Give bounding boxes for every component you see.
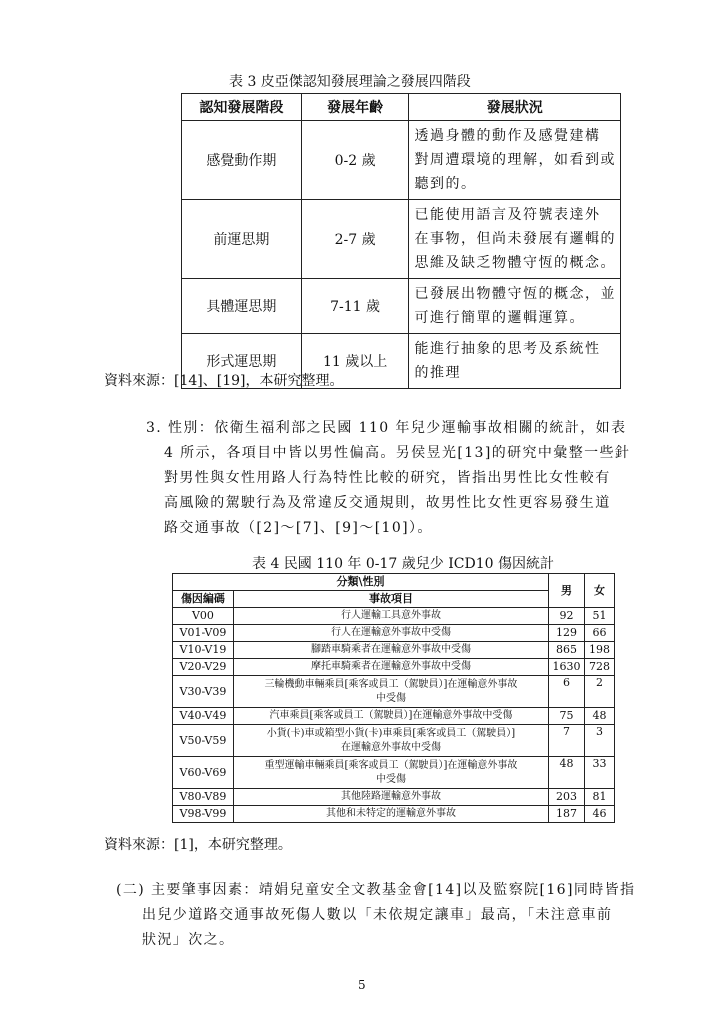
item-line: 在運輸意外事故中受傷: [340, 741, 441, 753]
stage-cell: 形式運思期: [182, 334, 302, 389]
stage-cell: 具體運思期: [182, 279, 302, 334]
female-cell: 81: [585, 789, 615, 806]
table4-header-row: [173, 591, 615, 608]
paragraph-line: 4 所示，各項目中皆以男性偏高。另侯昱光[13]的研究中彙整一些針: [164, 445, 631, 461]
item-cell: 行人運輸工具意外事故: [233, 608, 548, 625]
item-cell: 其他陸路運輸意外事故: [233, 789, 548, 806]
status-line: 已發展出物體守恆的概念，並: [414, 286, 616, 302]
table4-group-header-row: [173, 574, 615, 591]
paragraph-line: 狀況」次之。: [142, 932, 235, 948]
item-line: 小貨(卡)車或箱型小貨(卡)車乘員[乘客或員工（駕駛員）]: [266, 727, 516, 739]
table3: [181, 93, 621, 389]
stage-cell: 感覺動作期: [182, 121, 302, 200]
code-cell: V10-V19: [173, 642, 234, 659]
item-cell: 腳踏車騎乘者在運輸意外事故中受傷: [233, 642, 548, 659]
main-factors-paragraph: [116, 878, 636, 953]
item-line: 三輪機動車輛乘員[乘客或員工（駕駛員）]在運輸意外事故: [264, 678, 518, 690]
female-cell: 2: [585, 676, 615, 708]
status-line: 思維及缺乏物體守恆的概念。: [414, 255, 616, 271]
item-line: 重型運輸車輛乘員[乘客或員工（駕駛員）]在運輸意外事故: [264, 759, 518, 771]
item-cell: 行人在運輸意外事故中受傷: [233, 625, 548, 642]
table-row: [182, 121, 621, 200]
stage-cell: 前運思期: [182, 200, 302, 279]
age-cell: 0-2 歲: [301, 121, 409, 200]
table-row: [173, 642, 615, 659]
table4-caption: 表 4 民國 110 年 0-17 歲兒少 ICD10 傷因統計: [252, 556, 554, 572]
group-header: 分類\性別: [173, 574, 549, 591]
code-cell: V30-V39: [173, 676, 234, 708]
code-cell: V60-V69: [173, 757, 234, 789]
paragraph-line: 高風險的駕駛行為及常違反交通規則，故男性比女性更容易發生道: [164, 495, 611, 511]
item-cell: [233, 757, 548, 789]
male-cell: 865: [549, 642, 585, 659]
table-row: [173, 708, 615, 725]
female-cell: 728: [585, 659, 615, 676]
status-cell: [409, 200, 621, 279]
status-line: 對周遭環境的理解，如看到或: [414, 152, 616, 168]
status-line: 在事物，但尚未發展有邏輯的: [414, 231, 616, 247]
code-cell: V40-V49: [173, 708, 234, 725]
age-cell: 2-7 歲: [301, 200, 409, 279]
item-header: 事故項目: [233, 591, 548, 608]
item-cell: [233, 725, 548, 757]
male-cell: 48: [549, 757, 585, 789]
code-cell: V50-V59: [173, 725, 234, 757]
status-line: 的推理: [414, 365, 461, 381]
table-row: [182, 279, 621, 334]
table-row: [173, 676, 615, 708]
status-line: 聽到的。: [414, 176, 477, 192]
table-row: [182, 200, 621, 279]
item-line: 中受傷: [375, 773, 406, 785]
male-cell: 92: [549, 608, 585, 625]
table3-header-age: 發展年齡: [301, 94, 409, 121]
page-number: 5: [358, 978, 366, 992]
table3-header-status: 發展狀況: [409, 94, 621, 121]
paragraph-line: 路交通事故（[2]～[7]、[9]～[10]）。: [164, 520, 433, 536]
female-cell: 33: [585, 757, 615, 789]
male-cell: 7: [549, 725, 585, 757]
female-cell: 66: [585, 625, 615, 642]
status-line: 可進行簡單的邏輯運算。: [414, 310, 585, 326]
status-cell: [409, 279, 621, 334]
table-row: [173, 608, 615, 625]
male-cell: 6: [549, 676, 585, 708]
status-cell: [409, 334, 621, 389]
male-cell: 75: [549, 708, 585, 725]
table4-source: 資料來源：[1]，本研究整理。: [104, 837, 292, 853]
table3-header-stage: 認知發展階段: [182, 94, 302, 121]
gender-paragraph: [146, 416, 631, 541]
table-row: [173, 625, 615, 642]
paragraph-line: (二) 主要肇事因素：靖娟兒童安全文教基金會[14]以及監察院[16]同時皆指: [116, 882, 636, 898]
code-cell: V80-V89: [173, 789, 234, 806]
female-header: 女: [585, 574, 615, 608]
female-cell: 3: [585, 725, 615, 757]
female-cell: 51: [585, 608, 615, 625]
item-line: 中受傷: [375, 692, 406, 704]
status-line: 已能使用語言及符號表達外: [414, 207, 601, 223]
table-row: [173, 725, 615, 757]
status-cell: [409, 121, 621, 200]
paragraph-line: 3. 性別：依衛生福利部之民國 110 年兒少運輸事故相關的統計，如表: [146, 420, 627, 436]
female-cell: 198: [585, 642, 615, 659]
table-row: [173, 789, 615, 806]
table4: [172, 573, 615, 823]
table-row: [173, 659, 615, 676]
male-cell: 129: [549, 625, 585, 642]
item-cell: 摩托車騎乘者在運輸意外事故中受傷: [233, 659, 548, 676]
item-cell: 其他和未特定的運輸意外事故: [233, 806, 548, 823]
table3-caption: 表 3 皮亞傑認知發展理論之發展四階段: [229, 74, 471, 90]
table3-header-row: [182, 94, 621, 121]
male-cell: 187: [549, 806, 585, 823]
table-row: [173, 806, 615, 823]
status-line: 能進行抽象的思考及系統性: [414, 341, 601, 357]
code-cell: V00: [173, 608, 234, 625]
paragraph-line: 對男性與女性用路人行為特性比較的研究，皆指出男性比女性較有: [164, 470, 611, 486]
table-row: [173, 757, 615, 789]
status-line: 透過身體的動作及感覺建構: [414, 128, 601, 144]
male-header: 男: [549, 574, 585, 608]
code-cell: V20-V29: [173, 659, 234, 676]
table3-source: 資料來源：[14]、[19]，本研究整理。: [104, 373, 344, 389]
female-cell: 46: [585, 806, 615, 823]
code-cell: V98-V99: [173, 806, 234, 823]
code-cell: V01-V09: [173, 625, 234, 642]
age-cell: 11 歲以上: [301, 334, 409, 389]
code-header: 傷因編碼: [173, 591, 234, 608]
item-cell: [233, 676, 548, 708]
female-cell: 48: [585, 708, 615, 725]
paragraph-line: 出兒少道路交通事故死傷人數以「未依規定讓車」最高，「未注意車前: [142, 907, 613, 923]
male-cell: 1630: [549, 659, 585, 676]
item-cell: 汽車乘員[乘客或員工（駕駛員）]在運輸意外事故中受傷: [233, 708, 548, 725]
age-cell: 7-11 歲: [301, 279, 409, 334]
male-cell: 203: [549, 789, 585, 806]
